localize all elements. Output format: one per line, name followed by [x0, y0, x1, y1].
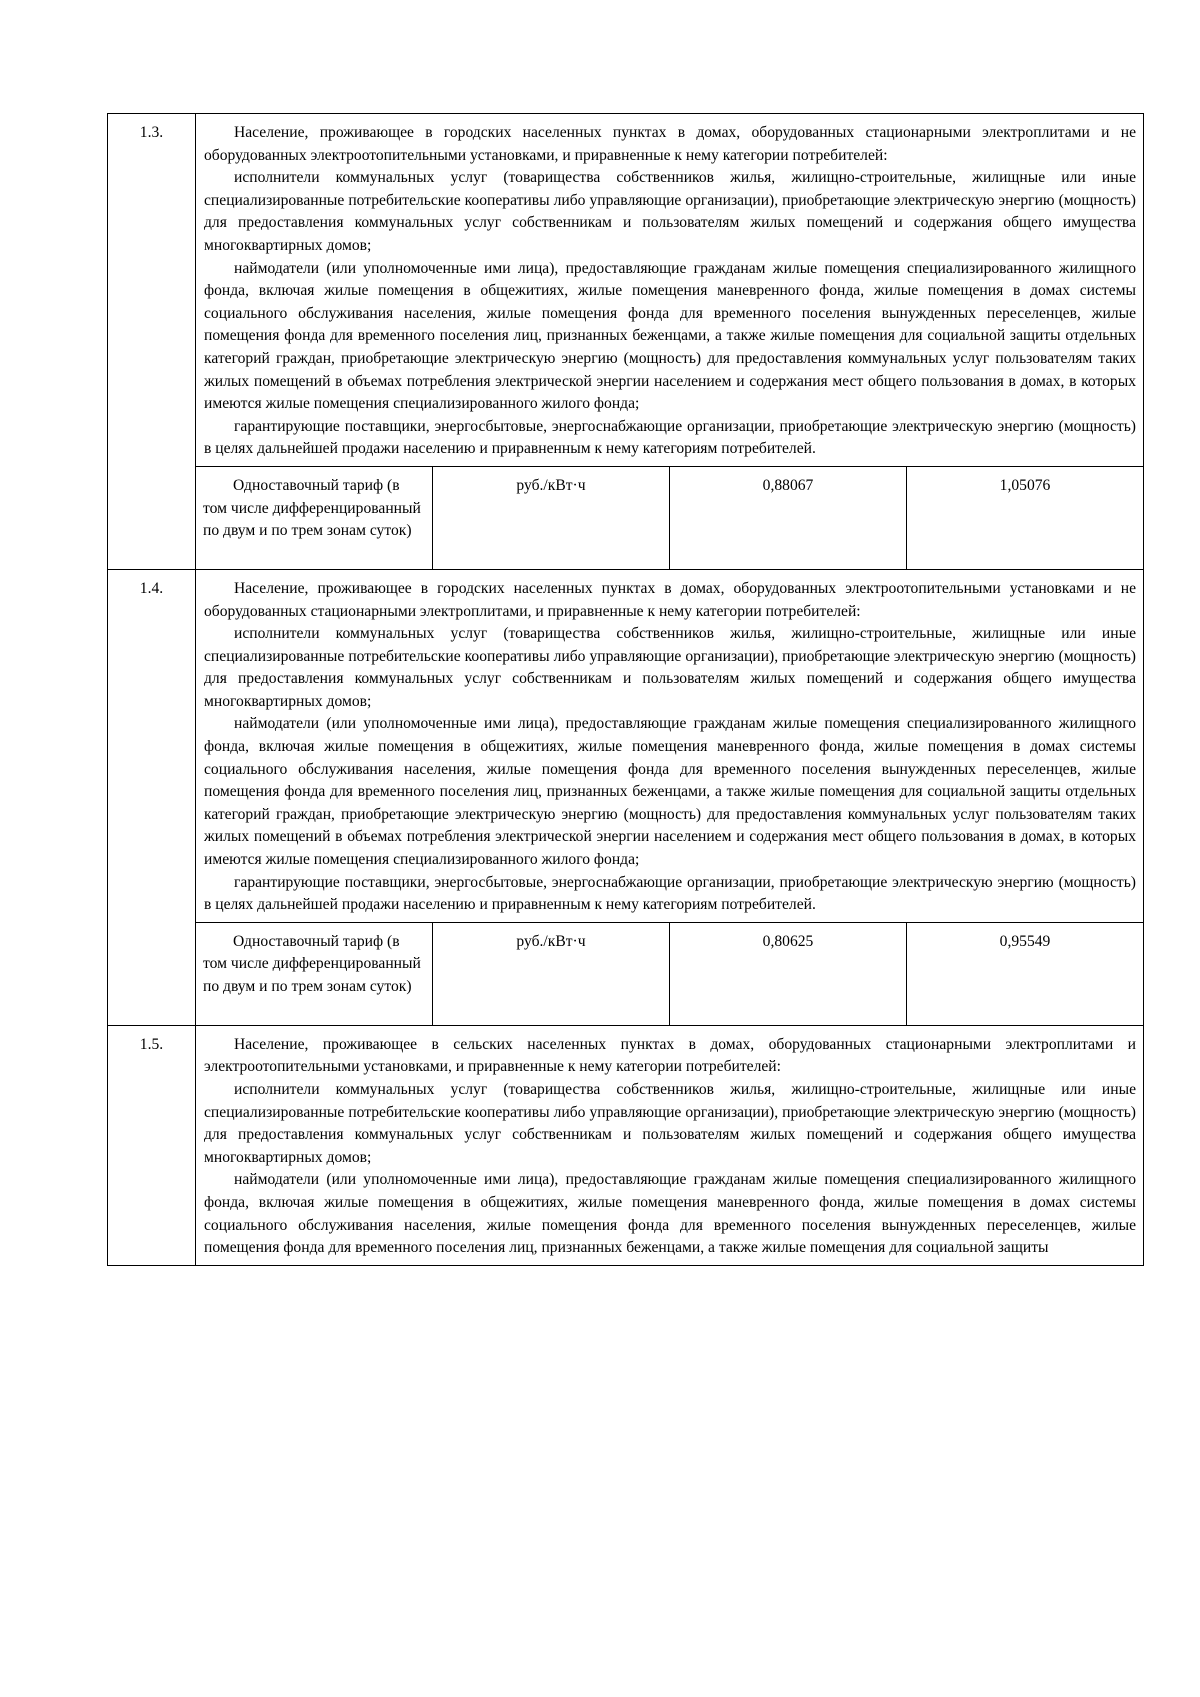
tariff-unit: руб./кВт·ч: [433, 466, 670, 569]
tariff-row: [108, 466, 1144, 569]
category-description: [196, 569, 1144, 922]
tariff-value-2: 1,05076: [907, 466, 1144, 569]
row-number: 1.5.: [108, 1025, 196, 1265]
row-number: 1.4.: [108, 569, 196, 1025]
row-number: 1.3.: [108, 114, 196, 570]
tariff-row: [108, 922, 1144, 1025]
table-row: [108, 1025, 1144, 1265]
paragraph: Население, проживающее в городских населенных пунктах в домах, оборудованных стационарными электроплитами и не оборудованных электроотопительными установками, и приравненные к нему категории потребителей:: [204, 124, 1136, 164]
tariff-unit: руб./кВт·ч: [433, 922, 670, 1025]
tariff-name: Одноставочный тариф (в том числе дифференцированный по двум и по трем зонам суток): [203, 476, 421, 540]
paragraph: исполнители коммунальных услуг (товарищества собственников жилья, жилищно-строительные, жилищные или иные специализированные потребительские кооперативы либо управляющие организации), приобретающие электрическую энергию (мощность) для предоставления коммунальных услуг собственникам и пользователям жилых помещений и содержания общего имущества многоквартирных домов;: [204, 625, 1136, 710]
category-description: [196, 114, 1144, 467]
category-description: [196, 1025, 1144, 1265]
paragraph: исполнители коммунальных услуг (товарищества собственников жилья, жилищно-строительные, жилищные или иные специализированные потребительские кооперативы либо управляющие организации), приобретающие электрическую энергию (мощность) для предоставления коммунальных услуг собственникам и пользователям жилых помещений и содержания общего имущества многоквартирных домов;: [204, 169, 1136, 254]
paragraph: наймодатели (или уполномоченные ими лица), предоставляющие гражданам жилые помещения специализированного жилищного фонда, включая жилые помещения в общежитиях, жилые помещения маневренного фонда, жилые помещения в домах системы социального обслуживания населения, жилые помещения фонда для временного поселения вынужденных переселенцев, жилые помещения фонда для временного поселения лиц, признанных беженцами, а также жилые помещения для социальной защиты отдельных категорий граждан, приобретающие электрическую энергию (мощность) для предоставления коммунальных услуг пользователям таких жилых помещений в объемах потребления электрической энергии населением и содержания мест общего пользования в домах, в которых имеются жилые помещения специализированного жилого фонда;: [204, 715, 1136, 869]
paragraph: гарантирующие поставщики, энергосбытовые, энергоснабжающие организации, приобретающие электрическую энергию (мощность) в целях дальнейшей продажи населению и приравненным к нему категориям потребителей.: [204, 873, 1136, 914]
tariff-name-cell: [196, 466, 433, 569]
paragraph: Население, проживающее в городских населенных пунктах в домах, оборудованных электроотопительными установками и не оборудованных стационарными электроплитами, и приравненные к нему категории потребителей:: [204, 579, 1136, 620]
table-row: [108, 569, 1144, 922]
paragraph: Население, проживающее в сельских населенных пунктах в домах, оборудованных стационарными электроплитами и электроотопительными установками, и приравненные к нему категории потребителей:: [204, 1035, 1136, 1076]
tariff-name: Одноставочный тариф (в том числе дифференцированный по двум и по трем зонам суток): [203, 932, 421, 995]
paragraph: наймодатели (или уполномоченные ими лица), предоставляющие гражданам жилые помещения специализированного жилищного фонда, включая жилые помещения в общежитиях, жилые помещения маневренного фонда, жилые помещения в домах системы социального обслуживания населения, жилые помещения фонда для временного поселения вынужденных переселенцев, жилые помещения фонда для временного поселения лиц, признанных беженцами, а также жилые помещения для социальной защиты: [204, 1171, 1136, 1257]
tariff-name-cell: [196, 922, 433, 1025]
tariff-table: [107, 113, 1144, 1266]
paragraph: гарантирующие поставщики, энергосбытовые, энергоснабжающие организации, приобретающие электрическую энергию (мощность) в целях дальнейшей продажи населению и приравненным к нему категориям потребителей.: [204, 417, 1136, 458]
tariff-value-1: 0,80625: [670, 922, 907, 1025]
paragraph: исполнители коммунальных услуг (товарищества собственников жилья, жилищно-строительные, жилищные или иные специализированные потребительские кооперативы либо управляющие организации), приобретающие электрическую энергию (мощность) для предоставления коммунальных услуг собственникам и пользователям жилых помещений и содержания общего имущества многоквартирных домов;: [204, 1081, 1136, 1166]
paragraph: наймодатели (или уполномоченные ими лица), предоставляющие гражданам жилые помещения специализированного жилищного фонда, включая жилые помещения в общежитиях, жилые помещения маневренного фонда, жилые помещения в домах системы социального обслуживания населения, жилые помещения фонда для временного поселения вынужденных переселенцев, жилые помещения фонда для временного поселения лиц, признанных беженцами, а также жилые помещения для социальной защиты отдельных категорий граждан, приобретающие электрическую энергию (мощность) для предоставления коммунальных услуг пользователям таких жилых помещений в объемах потребления электрической энергии населением и содержания мест общего пользования в домах, в которых имеются жилые помещения специализированного жилого фонда;: [204, 259, 1136, 413]
tariff-value-2: 0,95549: [907, 922, 1144, 1025]
tariff-value-1: 0,88067: [670, 466, 907, 569]
table-row: [108, 114, 1144, 467]
